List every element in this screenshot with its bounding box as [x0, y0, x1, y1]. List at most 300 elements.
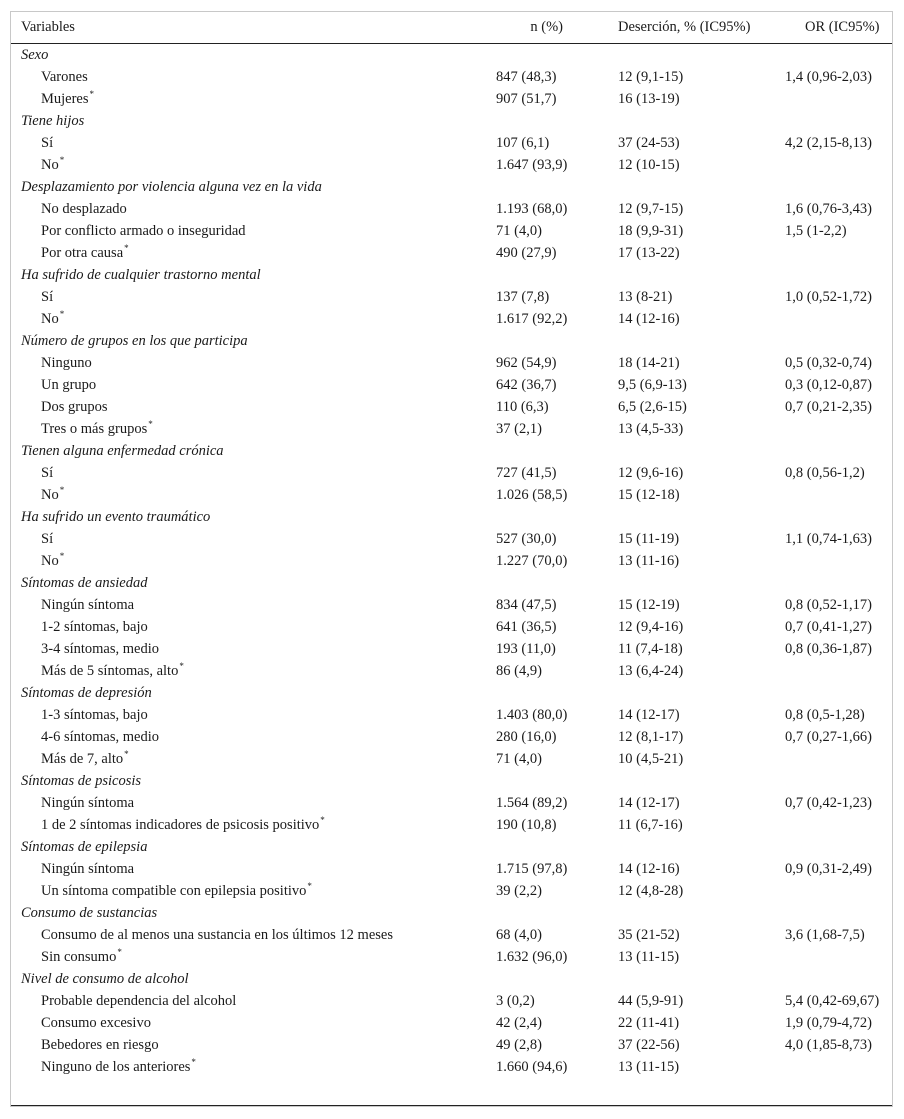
variable-label	[11, 66, 496, 88]
table-row	[11, 352, 892, 374]
n-cell: 962 (54,9)	[496, 354, 557, 371]
header-desercion: Deserción, % (IC95%)	[618, 18, 751, 35]
or-cell: 1,4 (0,96-2,03)	[785, 68, 872, 85]
table-row	[11, 154, 892, 176]
table-row	[11, 550, 892, 572]
or-cell: 0,7 (0,27-1,66)	[785, 728, 872, 745]
or-cell: 0,7 (0,41-1,27)	[785, 618, 872, 635]
or-cell	[785, 264, 892, 286]
reference-marker: *	[117, 946, 122, 957]
n-cell: 1.026 (58,5)	[496, 486, 568, 503]
n-cell: 1.227 (70,0)	[496, 552, 568, 569]
n-cell: 68 (4,0)	[496, 926, 542, 943]
variable-label	[11, 418, 496, 440]
n-cell: 39 (2,2)	[496, 882, 542, 899]
group-row	[11, 110, 892, 132]
variable-label	[11, 704, 496, 726]
table-row	[11, 946, 892, 968]
desercion-cell	[618, 682, 785, 704]
label-text: Un síntoma compatible con epilepsia positivo	[41, 882, 307, 899]
group-label	[11, 572, 496, 594]
desercion-cell	[618, 110, 785, 132]
group-row	[11, 506, 892, 528]
label-text: Sí	[41, 530, 54, 547]
group-row	[11, 440, 892, 462]
desercion-cell: 13 (6,4-24)	[618, 662, 684, 679]
variable-label	[11, 374, 496, 396]
reference-marker: *	[89, 88, 95, 99]
header-or: OR (IC95%)	[805, 18, 880, 35]
desercion-cell	[618, 902, 785, 924]
desercion-cell: 18 (14-21)	[618, 354, 680, 371]
n-cell: 1.193 (68,0)	[496, 200, 568, 217]
variable-label	[11, 1012, 496, 1034]
or-cell: 0,3 (0,12-0,87)	[785, 376, 872, 393]
group-label	[11, 110, 496, 132]
table-row	[11, 880, 892, 902]
or-cell: 0,8 (0,52-1,17)	[785, 596, 872, 613]
label-text: 1-3 síntomas, bajo	[41, 706, 148, 723]
desercion-cell: 14 (12-17)	[618, 706, 680, 723]
or-cell: 1,0 (0,52-1,72)	[785, 288, 872, 305]
table-row	[11, 858, 892, 880]
table-row	[11, 594, 892, 616]
desercion-cell: 22 (11-41)	[618, 1014, 680, 1031]
group-label	[11, 330, 496, 352]
label-text: 1-2 síntomas, bajo	[41, 618, 148, 635]
n-cell: 71 (4,0)	[496, 750, 542, 767]
group-label	[11, 968, 496, 990]
or-cell	[785, 1056, 892, 1078]
table-row	[11, 242, 892, 264]
table-row	[11, 616, 892, 638]
or-cell	[785, 880, 892, 902]
or-cell	[785, 968, 892, 990]
or-cell	[785, 682, 892, 704]
table-row	[11, 374, 892, 396]
table-container	[10, 11, 893, 1107]
desercion-cell	[618, 330, 785, 352]
label-text: Sin consumo	[41, 948, 117, 965]
group-row	[11, 902, 892, 924]
or-cell	[785, 330, 892, 352]
or-cell	[785, 572, 892, 594]
reference-marker: *	[179, 660, 184, 671]
variable-label	[11, 396, 496, 418]
reference-marker: *	[59, 550, 65, 561]
n-cell: 110 (6,3)	[496, 398, 549, 415]
variable-label	[11, 616, 496, 638]
group-label	[11, 506, 496, 528]
desercion-cell: 15 (12-19)	[618, 596, 680, 613]
group-label	[11, 770, 496, 792]
desercion-cell: 12 (9,7-15)	[618, 200, 684, 217]
results-table	[11, 12, 892, 1078]
or-cell	[785, 110, 892, 132]
n-cell: 107 (6,1)	[496, 134, 550, 151]
variable-label	[11, 352, 496, 374]
or-cell	[785, 308, 892, 330]
label-text: No	[41, 310, 59, 327]
label-text: Ninguno	[41, 354, 92, 371]
n-cell: 1.403 (80,0)	[496, 706, 568, 723]
or-cell: 4,0 (1,85-8,73)	[785, 1036, 872, 1053]
or-cell: 0,8 (0,36-1,87)	[785, 640, 872, 657]
n-cell	[496, 968, 618, 990]
table-row	[11, 1056, 892, 1078]
label-text: Un grupo	[41, 376, 97, 393]
or-cell: 0,5 (0,32-0,74)	[785, 354, 872, 371]
variable-label	[11, 154, 496, 176]
desercion-cell	[618, 264, 785, 286]
label-text: Tiene hijos	[21, 112, 85, 129]
table-header-row	[11, 12, 892, 43]
desercion-cell	[618, 968, 785, 990]
or-cell	[785, 506, 892, 528]
n-cell: 1.647 (93,9)	[496, 156, 568, 173]
desercion-cell: 13 (8-21)	[618, 288, 673, 305]
n-cell	[496, 836, 618, 858]
table-row	[11, 132, 892, 154]
or-cell: 1,5 (1-2,2)	[785, 222, 847, 239]
table-row	[11, 1012, 892, 1034]
n-cell: 834 (47,5)	[496, 596, 557, 613]
variable-label	[11, 550, 496, 572]
table-row	[11, 1034, 892, 1056]
or-cell	[785, 946, 892, 968]
group-label	[11, 682, 496, 704]
n-cell: 1.660 (94,6)	[496, 1058, 568, 1075]
or-cell	[785, 88, 892, 110]
n-cell: 3 (0,2)	[496, 992, 535, 1009]
desercion-cell: 12 (4,8-28)	[618, 882, 684, 899]
table-row	[11, 286, 892, 308]
table-row	[11, 638, 892, 660]
label-text: Tienen alguna enfermedad crónica	[21, 442, 224, 459]
or-cell	[785, 770, 892, 792]
variable-label	[11, 462, 496, 484]
label-text: Nivel de consumo de alcohol	[21, 970, 189, 987]
variable-label	[11, 1056, 496, 1078]
n-cell: 137 (7,8)	[496, 288, 550, 305]
or-cell	[785, 242, 892, 264]
or-cell	[785, 814, 892, 836]
or-cell	[785, 440, 892, 462]
group-row	[11, 572, 892, 594]
variable-label	[11, 132, 496, 154]
group-row	[11, 176, 892, 198]
variable-label	[11, 792, 496, 814]
desercion-cell: 12 (9,4-16)	[618, 618, 684, 635]
label-text: No	[41, 486, 59, 503]
n-cell: 280 (16,0)	[496, 728, 557, 745]
n-cell	[496, 506, 618, 528]
table-row	[11, 990, 892, 1012]
variable-label	[11, 990, 496, 1012]
group-row	[11, 770, 892, 792]
table-row	[11, 726, 892, 748]
or-cell	[785, 154, 892, 176]
desercion-cell	[618, 43, 785, 66]
label-text: Más de 5 síntomas, alto	[41, 662, 179, 679]
n-cell: 49 (2,8)	[496, 1036, 542, 1053]
variable-label	[11, 88, 496, 110]
table-row	[11, 66, 892, 88]
label-text: Ninguno de los anteriores	[41, 1058, 191, 1075]
n-cell: 641 (36,5)	[496, 618, 557, 635]
table-row	[11, 704, 892, 726]
reference-marker: *	[59, 308, 65, 319]
desercion-cell: 15 (12-18)	[618, 486, 680, 503]
variable-label	[11, 748, 496, 770]
n-cell: 37 (2,1)	[496, 420, 542, 437]
group-row	[11, 43, 892, 66]
n-cell: 907 (51,7)	[496, 90, 557, 107]
or-cell	[785, 660, 892, 682]
desercion-cell	[618, 440, 785, 462]
label-text: Tres o más grupos	[41, 420, 148, 437]
label-text: 1 de 2 síntomas indicadores de psicosis positivo	[41, 816, 320, 833]
or-cell: 4,2 (2,15-8,13)	[785, 134, 872, 151]
n-cell	[496, 110, 618, 132]
label-text: No	[41, 552, 59, 569]
label-text: Dos grupos	[41, 398, 108, 415]
label-text: Más de 7, alto	[41, 750, 124, 767]
or-cell	[785, 176, 892, 198]
label-text: Desplazamiento por violencia alguna vez en la vida	[21, 178, 322, 195]
reference-marker: *	[148, 418, 153, 429]
label-text: Síntomas de ansiedad	[21, 574, 148, 591]
n-cell: 1.632 (96,0)	[496, 948, 568, 965]
label-text: Consumo excesivo	[41, 1014, 151, 1031]
or-cell: 0,7 (0,42-1,23)	[785, 794, 872, 811]
label-text: Ningún síntoma	[41, 794, 135, 811]
n-cell	[496, 682, 618, 704]
desercion-cell: 13 (11-15)	[618, 1058, 680, 1075]
or-cell: 1,9 (0,79-4,72)	[785, 1014, 872, 1031]
or-cell	[785, 902, 892, 924]
desercion-cell: 10 (4,5-21)	[618, 750, 684, 767]
variable-label	[11, 946, 496, 968]
table-row	[11, 528, 892, 550]
table-row	[11, 484, 892, 506]
label-text: Ningún síntoma	[41, 596, 135, 613]
or-cell: 5,4 (0,42-69,67)	[785, 992, 880, 1009]
variable-label	[11, 726, 496, 748]
label-text: Número de grupos en los que participa	[21, 332, 248, 349]
group-row	[11, 682, 892, 704]
label-text: Síntomas de epilepsia	[21, 838, 148, 855]
desercion-cell: 13 (11-16)	[618, 552, 680, 569]
n-cell: 193 (11,0)	[496, 640, 556, 657]
group-label	[11, 43, 496, 66]
label-text: Sexo	[21, 46, 49, 63]
table-row	[11, 660, 892, 682]
desercion-cell: 12 (8,1-17)	[618, 728, 684, 745]
table-body	[11, 43, 892, 1078]
label-text: No desplazado	[41, 200, 127, 217]
or-cell: 0,8 (0,56-1,2)	[785, 464, 865, 481]
table-row	[11, 220, 892, 242]
n-cell	[496, 264, 618, 286]
reference-marker: *	[124, 748, 129, 759]
n-cell	[496, 770, 618, 792]
desercion-cell: 16 (13-19)	[618, 90, 680, 107]
label-text: Varones	[41, 68, 88, 85]
desercion-cell: 44 (5,9-91)	[618, 992, 684, 1009]
label-text: No	[41, 156, 59, 173]
desercion-cell: 11 (6,7-16)	[618, 816, 683, 833]
variable-label	[11, 638, 496, 660]
variable-label	[11, 1034, 496, 1056]
table-row	[11, 418, 892, 440]
or-cell: 1,1 (0,74-1,63)	[785, 530, 872, 547]
variable-label	[11, 528, 496, 550]
desercion-cell: 18 (9,9-31)	[618, 222, 684, 239]
n-cell: 490 (27,9)	[496, 244, 557, 261]
table-row	[11, 814, 892, 836]
desercion-cell: 37 (24-53)	[618, 134, 680, 151]
label-text: 3-4 síntomas, medio	[41, 640, 160, 657]
n-cell: 847 (48,3)	[496, 68, 557, 85]
label-text: Mujeres	[41, 90, 89, 107]
n-cell: 190 (10,8)	[496, 816, 557, 833]
label-text: Ha sufrido de cualquier trastorno mental	[21, 266, 261, 283]
variable-label	[11, 924, 496, 946]
n-cell	[496, 330, 618, 352]
desercion-cell: 17 (13-22)	[618, 244, 680, 261]
table-row	[11, 88, 892, 110]
header-n: n (%)	[530, 18, 563, 35]
desercion-cell: 13 (11-15)	[618, 948, 680, 965]
group-row	[11, 330, 892, 352]
desercion-cell	[618, 572, 785, 594]
or-cell: 1,6 (0,76-3,43)	[785, 200, 872, 217]
desercion-cell: 11 (7,4-18)	[618, 640, 683, 657]
desercion-cell	[618, 836, 785, 858]
n-cell: 42 (2,4)	[496, 1014, 542, 1031]
label-text: Bebedores en riesgo	[41, 1036, 159, 1053]
header-variables: Variables	[21, 18, 75, 35]
table-row	[11, 748, 892, 770]
label-text: Síntomas de psicosis	[21, 772, 142, 789]
reference-marker: *	[124, 242, 129, 253]
group-row	[11, 968, 892, 990]
label-text: Probable dependencia del alcohol	[41, 992, 237, 1009]
table-row	[11, 462, 892, 484]
table-row	[11, 198, 892, 220]
n-cell	[496, 43, 618, 66]
variable-label	[11, 814, 496, 836]
bottom-rule	[11, 1105, 892, 1106]
label-text: Ningún síntoma	[41, 860, 135, 877]
reference-marker: *	[59, 154, 65, 165]
n-cell: 527 (30,0)	[496, 530, 557, 547]
desercion-cell: 6,5 (2,6-15)	[618, 398, 687, 415]
table-row	[11, 924, 892, 946]
label-text: Sí	[41, 464, 54, 481]
variable-label	[11, 220, 496, 242]
desercion-cell: 9,5 (6,9-13)	[618, 376, 687, 393]
group-row	[11, 836, 892, 858]
desercion-cell: 12 (10-15)	[618, 156, 680, 173]
or-cell: 0,8 (0,5-1,28)	[785, 706, 865, 723]
desercion-cell: 14 (12-17)	[618, 794, 680, 811]
reference-marker: *	[59, 484, 65, 495]
label-text: Síntomas de depresión	[21, 684, 152, 701]
label-text: Sí	[41, 288, 54, 305]
desercion-cell: 14 (12-16)	[618, 310, 680, 327]
reference-marker: *	[320, 814, 325, 825]
desercion-cell: 14 (12-16)	[618, 860, 680, 877]
n-cell	[496, 440, 618, 462]
variable-label	[11, 286, 496, 308]
table-row	[11, 792, 892, 814]
or-cell	[785, 748, 892, 770]
or-cell	[785, 836, 892, 858]
n-cell: 71 (4,0)	[496, 222, 542, 239]
or-cell	[785, 43, 892, 66]
group-label	[11, 836, 496, 858]
variable-label	[11, 880, 496, 902]
or-cell: 0,9 (0,31-2,49)	[785, 860, 872, 877]
label-text: Consumo de al menos una sustancia en los últimos 12 meses	[41, 926, 393, 943]
or-cell: 3,6 (1,68-7,5)	[785, 926, 865, 943]
or-cell	[785, 550, 892, 572]
desercion-cell	[618, 176, 785, 198]
variable-label	[11, 198, 496, 220]
desercion-cell: 13 (4,5-33)	[618, 420, 684, 437]
table-row	[11, 396, 892, 418]
group-label	[11, 440, 496, 462]
n-cell: 1.617 (92,2)	[496, 310, 568, 327]
or-cell	[785, 418, 892, 440]
n-cell	[496, 176, 618, 198]
or-cell	[785, 484, 892, 506]
desercion-cell: 15 (11-19)	[618, 530, 680, 547]
n-cell: 727 (41,5)	[496, 464, 557, 481]
variable-label	[11, 308, 496, 330]
n-cell: 86 (4,9)	[496, 662, 542, 679]
group-label	[11, 176, 496, 198]
n-cell	[496, 572, 618, 594]
label-text: Consumo de sustancias	[21, 904, 158, 921]
reference-marker: *	[307, 880, 312, 891]
variable-label	[11, 594, 496, 616]
n-cell	[496, 902, 618, 924]
n-cell: 642 (36,7)	[496, 376, 557, 393]
label-text: Por otra causa	[41, 244, 124, 261]
variable-label	[11, 484, 496, 506]
label-text: Sí	[41, 134, 54, 151]
label-text: Por conflicto armado o inseguridad	[41, 222, 246, 239]
group-label	[11, 902, 496, 924]
desercion-cell	[618, 506, 785, 528]
variable-label	[11, 242, 496, 264]
n-cell: 1.715 (97,8)	[496, 860, 568, 877]
desercion-cell: 37 (22-56)	[618, 1036, 680, 1053]
desercion-cell: 35 (21-52)	[618, 926, 680, 943]
group-label	[11, 264, 496, 286]
label-text: Ha sufrido un evento traumático	[21, 508, 211, 525]
variable-label	[11, 858, 496, 880]
desercion-cell: 12 (9,1-15)	[618, 68, 684, 85]
desercion-cell	[618, 770, 785, 792]
label-text: 4-6 síntomas, medio	[41, 728, 160, 745]
reference-marker: *	[191, 1056, 196, 1067]
variable-label	[11, 660, 496, 682]
or-cell: 0,7 (0,21-2,35)	[785, 398, 872, 415]
